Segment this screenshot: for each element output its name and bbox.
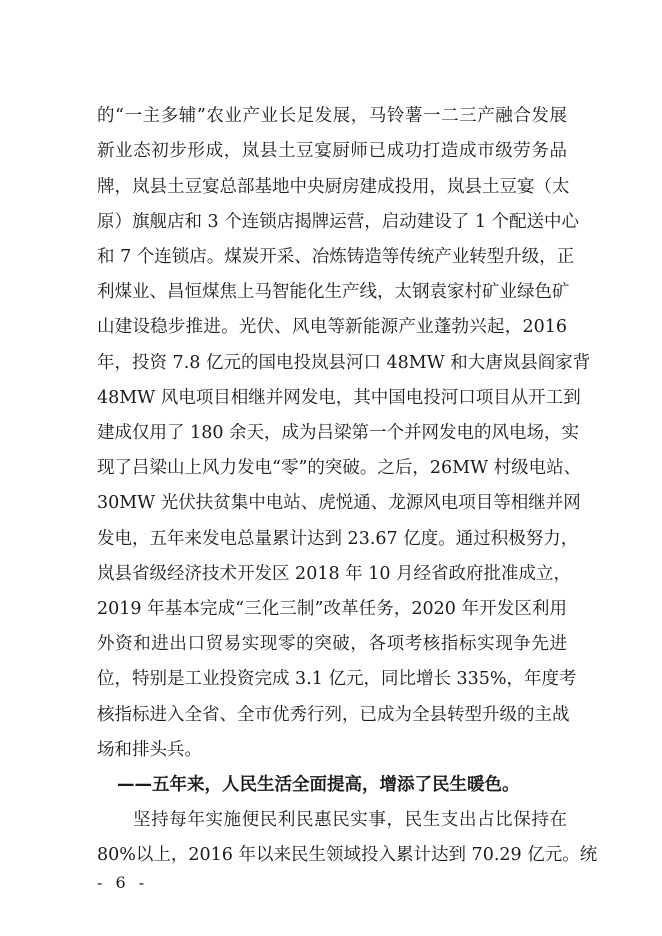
body-text-line: 年，投资 7.8 亿元的国电投岚县河口 48MW 和大唐岚县阎家背: [97, 353, 591, 373]
body-text-line: 2019 年基本完成“三化三制”改革任务，2020 年开发区利用: [97, 599, 567, 619]
body-text-line: 发电，五年来发电总量累计达到 23.67 亿度。通过积极努力，: [97, 529, 579, 549]
body-text-line: 山建设稳步推进。光伏、风电等新能源产业蓬勃兴起，2016: [97, 317, 567, 337]
body-text-line: 30MW 光伏扶贫集中电站、虎悦通、龙源风电项目等相继并网: [97, 493, 581, 513]
page-number: - 6 -: [97, 873, 149, 892]
body-text-line: 岚县省级经济技术开发区 2018 年 10 月经省政府批准成立，: [97, 564, 572, 584]
body-text-line: 牌，岚县土豆宴总部基地中央厨房建成投用，岚县土豆宴（太: [97, 177, 570, 197]
section-heading: ——五年来，人民生活全面提高，增添了民生暖色。: [117, 775, 520, 795]
body-text-line: 的“一主多辅”农业产业长足发展，马铃薯一二三产融合发展: [97, 106, 567, 126]
body-text-line: 原）旗舰店和 3 个连锁店揭牌运营，启动建设了 1 个配送中心: [97, 212, 580, 232]
body-text-line: 坚持每年实施便民利民惠民实事，民生支出占比保持在: [133, 810, 567, 830]
body-text-line: 新业态初步形成，岚县土豆宴厨师已成功打造成市级劳务品: [97, 141, 567, 161]
body-text-line: 外资和进出口贸易实现零的突破，各项考核指标实现争先进: [97, 634, 567, 654]
body-text-line: 现了吕梁山上风力发电“零”的突破。之后，26MW 村级电站、: [97, 458, 582, 478]
body-text-line: 和 7 个连锁店。煤炭开采、冶炼铸造等传统产业转型升级，正: [97, 247, 575, 267]
body-text-line: 场和排头兵。: [97, 740, 202, 760]
body-text-line: 建成仅用了 180 余天，成为吕梁第一个并网发电的风电场，实: [97, 423, 580, 443]
body-text-line: 80%以上，2016 年以来民生领域投入累计达到 70.29 亿元。统: [97, 845, 598, 865]
body-text-line: 利煤业、昌恒煤焦上马智能化生产线，太钢袁家村矿业绿色矿: [97, 282, 570, 302]
body-text-line: 核指标进入全省、全市优秀行列，已成为全县转型升级的主战: [97, 705, 570, 725]
body-text-line: 48MW 风电项目相继并网发电，其中国电投河口项目从开工到: [97, 388, 581, 408]
body-text-line: 位，特别是工业投资完成 3.1 亿元，同比增长 335%，年度考: [97, 669, 577, 689]
